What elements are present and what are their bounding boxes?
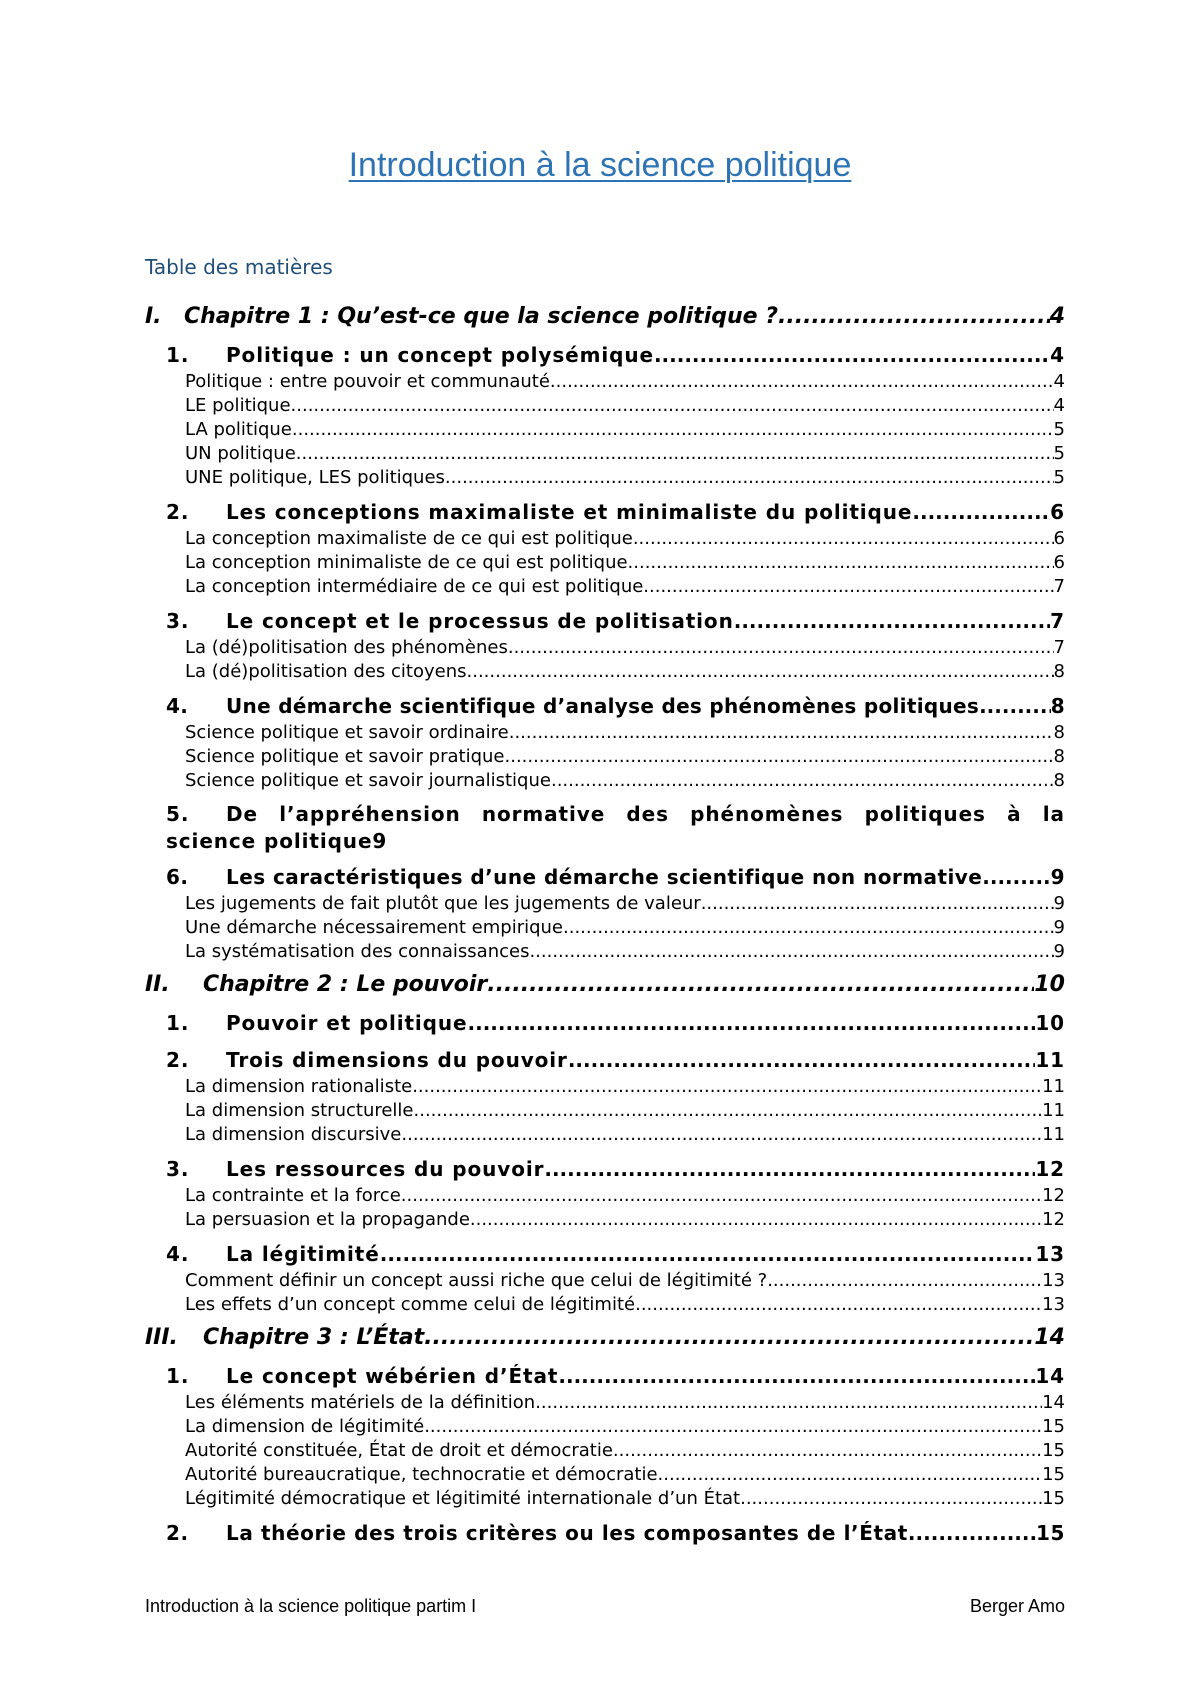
toc-subsection[interactable] [145, 916, 1065, 940]
dot-leader [628, 551, 1054, 575]
toc-subsection[interactable] [145, 466, 1065, 490]
dot-leader [613, 1439, 1042, 1463]
toc-page: 9 [372, 829, 388, 853]
dot-leader [401, 1123, 1042, 1147]
page-title: Introduction à la science politique [348, 146, 852, 184]
toc-section-1-2[interactable] [145, 498, 1065, 527]
toc-label: Science politique et savoir ordinaire [185, 722, 509, 743]
toc-number: 6. [166, 865, 189, 889]
toc-section-1-6[interactable] [145, 863, 1065, 892]
toc-page: 8 [1050, 694, 1065, 718]
toc-number: 3. [166, 1157, 190, 1181]
toc-page: 11 [1042, 1100, 1065, 1121]
toc-label: La (dé)politisation des phénomènes [185, 637, 508, 658]
dot-leader [767, 1269, 1042, 1293]
toc-page: 8 [1053, 770, 1065, 791]
toc-subsection[interactable] [145, 1415, 1065, 1439]
toc-label: UNE politique, LES politiques [185, 467, 445, 488]
toc-label: La dimension rationaliste [185, 1076, 413, 1097]
toc-word: phénomènes [690, 802, 844, 826]
toc-page: 8 [1053, 746, 1065, 767]
toc-subsection[interactable] [145, 575, 1065, 599]
toc-page: 7 [1050, 609, 1065, 633]
toc-page: 6 [1053, 528, 1065, 549]
footer-author: Berger Amo [969, 1596, 1065, 1616]
dot-leader [470, 1208, 1042, 1232]
toc-page: 14 [1035, 1364, 1065, 1388]
toc-page: 15 [1042, 1440, 1065, 1461]
toc-page: 13 [1042, 1294, 1065, 1315]
dot-leader [424, 1321, 1034, 1354]
toc-label: La légitimité [226, 1242, 380, 1266]
toc-label: Les jugements de fait plutôt que les jugements de valeur [185, 893, 701, 914]
page-footer [145, 1596, 1065, 1617]
dot-leader [487, 968, 1034, 1001]
toc-page: 5 [1053, 419, 1065, 440]
toc-label: Le concept wébérien d’État [226, 1364, 559, 1388]
toc-page: 13 [1035, 1242, 1065, 1266]
dot-leader [778, 300, 1050, 333]
toc-subsection[interactable] [145, 1463, 1065, 1487]
dot-leader [550, 370, 1054, 394]
toc-page: 11 [1035, 1048, 1065, 1072]
toc-page: 14 [1042, 1392, 1065, 1413]
toc-label: La contrainte et la force [185, 1185, 401, 1206]
toc-label: Pouvoir et politique [226, 1011, 468, 1035]
toc-label: La théorie des trois critères ou les composantes de l’État [226, 1521, 908, 1545]
dot-leader [635, 1293, 1042, 1317]
toc-subsection[interactable] [145, 1208, 1065, 1232]
toc-label: La conception minimaliste de ce qui est politique [185, 552, 628, 573]
dot-leader [701, 892, 1054, 916]
toc-page: 12 [1042, 1185, 1065, 1206]
toc-number: 5. [166, 802, 190, 826]
toc-number: 2. [166, 1048, 190, 1072]
dot-leader [654, 341, 1050, 370]
toc-page: 11 [1042, 1124, 1065, 1145]
dot-leader [529, 940, 1053, 964]
toc-subsection[interactable] [145, 370, 1065, 394]
toc-page: 4 [1050, 343, 1065, 367]
toc-label: Politique : un concept polysémique [226, 343, 654, 367]
toc-page: 9 [1053, 893, 1065, 914]
dot-leader [551, 769, 1054, 793]
toc-section-1-5[interactable] [145, 801, 1065, 855]
dot-leader [508, 636, 1054, 660]
dot-leader [535, 1391, 1042, 1415]
toc-page: 11 [1042, 1076, 1065, 1097]
toc-page: 7 [1053, 637, 1065, 658]
toc-label: Science politique et savoir pratique [185, 746, 505, 767]
toc-page: 15 [1042, 1416, 1065, 1437]
toc-subsection[interactable] [145, 1293, 1065, 1317]
toc-chapter-2[interactable] [145, 968, 1065, 1001]
toc-subsection[interactable] [145, 745, 1065, 769]
toc-chapter-3[interactable] [145, 1321, 1065, 1354]
toc-number: I. [145, 304, 162, 329]
toc-subsection[interactable] [145, 892, 1065, 916]
toc-subsection[interactable] [145, 1439, 1065, 1463]
toc-subsection[interactable] [145, 660, 1065, 684]
dot-leader [643, 575, 1053, 599]
toc-subsection[interactable] [145, 1075, 1065, 1099]
toc-label: Chapitre 2 : Le pouvoir [203, 972, 488, 997]
dot-leader [468, 1009, 1036, 1038]
dot-leader [412, 1075, 1042, 1099]
toc-section-2-4[interactable] [145, 1240, 1065, 1269]
toc-subsection[interactable] [145, 769, 1065, 793]
dot-leader [563, 916, 1054, 940]
toc-section-2-3[interactable] [145, 1155, 1065, 1184]
dot-leader [296, 442, 1054, 466]
toc-word: à [1007, 802, 1022, 826]
dot-leader [740, 1487, 1042, 1511]
dot-leader [291, 394, 1054, 418]
toc-page: 8 [1053, 722, 1065, 743]
dot-leader [509, 721, 1054, 745]
toc-section-2-1[interactable] [145, 1009, 1065, 1038]
toc-label: Comment définir un concept aussi riche que celui de légitimité ? [185, 1270, 768, 1291]
toc-page: 7 [1053, 576, 1065, 597]
toc-chapter-1[interactable] [145, 300, 1065, 333]
dot-leader [380, 1240, 1036, 1269]
toc-word: De [226, 802, 258, 826]
dot-leader [401, 1184, 1042, 1208]
toc-label: Les ressources du pouvoir [226, 1157, 545, 1181]
toc-number: 4. [166, 694, 189, 718]
dot-leader [292, 418, 1054, 442]
toc-page: 4 [1053, 371, 1065, 392]
toc-page: 12 [1042, 1209, 1065, 1230]
toc-number: 1. [166, 1011, 190, 1035]
toc-subsection[interactable] [145, 1269, 1065, 1293]
toc-number: III. [145, 1325, 178, 1350]
toc-page: 4 [1053, 395, 1065, 416]
dot-leader [445, 466, 1054, 490]
toc-number: 3. [166, 609, 190, 633]
toc-page: 6 [1050, 500, 1065, 524]
toc-number: 1. [166, 343, 190, 367]
toc-page: 5 [1053, 443, 1065, 464]
table-of-contents [145, 296, 1065, 1548]
dot-leader [544, 1155, 1035, 1184]
dot-leader [633, 527, 1054, 551]
toc-label: Chapitre 3 : L’État [203, 1325, 425, 1350]
dot-leader [505, 745, 1054, 769]
toc-section-2-2[interactable] [145, 1046, 1065, 1075]
toc-page: 15 [1042, 1464, 1065, 1485]
toc-word: l’appréhension [279, 802, 461, 826]
toc-heading: Table des matières [145, 255, 333, 279]
toc-page: 8 [1053, 661, 1065, 682]
toc-section-3-2[interactable] [145, 1519, 1065, 1548]
toc-label: Trois dimensions du pouvoir [226, 1048, 568, 1072]
toc-word: normative [481, 802, 606, 826]
footer-document-title: Introduction à la science politique partim I [145, 1596, 477, 1616]
dot-leader [558, 1362, 1035, 1391]
toc-label: La dimension de légitimité [185, 1416, 425, 1437]
toc-label: La conception intermédiaire de ce qui est politique [185, 576, 644, 597]
dot-leader [908, 1519, 1036, 1548]
toc-subsection[interactable] [145, 940, 1065, 964]
toc-number: 4. [166, 1242, 190, 1266]
toc-label: Politique : entre pouvoir et communauté [185, 371, 550, 392]
dot-leader [734, 607, 1050, 636]
toc-number: II. [145, 972, 170, 997]
toc-label: Le concept et le processus de politisation [226, 609, 734, 633]
toc-subsection[interactable] [145, 636, 1065, 660]
toc-label: UN politique [185, 443, 296, 464]
toc-label: Une démarche scientifique d’analyse des phénomènes politiques [226, 694, 980, 718]
toc-page: 9 [1053, 917, 1065, 938]
toc-page: 5 [1053, 467, 1065, 488]
toc-page: 4 [1049, 304, 1065, 329]
toc-section-1-4[interactable] [145, 692, 1065, 721]
dot-leader [424, 1415, 1042, 1439]
toc-subsection[interactable] [145, 1487, 1065, 1511]
toc-word: la [1042, 802, 1065, 826]
toc-label-line-2 [166, 828, 1065, 855]
toc-label: La dimension discursive [185, 1124, 402, 1145]
toc-label: Autorité bureaucratique, technocratie et démocratie [185, 1464, 658, 1485]
toc-label: science politique [166, 829, 373, 853]
toc-section-3-1[interactable] [145, 1362, 1065, 1391]
dot-leader [982, 863, 1050, 892]
dot-leader [568, 1046, 1036, 1075]
toc-label: Les caractéristiques d’une démarche scientifique non normative [226, 865, 983, 889]
toc-page: 9 [1053, 941, 1065, 962]
toc-subsection[interactable] [145, 418, 1065, 442]
toc-label: Les effets d’un concept comme celui de légitimité [185, 1294, 636, 1315]
dot-leader [979, 692, 1051, 721]
toc-subsection[interactable] [145, 527, 1065, 551]
toc-label: Autorité constituée, État de droit et démocratie [185, 1440, 613, 1461]
toc-page: 14 [1034, 1325, 1065, 1350]
toc-label: Chapitre 1 : Qu’est-ce que la science politique ? [184, 304, 778, 329]
toc-page: 15 [1042, 1488, 1065, 1509]
toc-subsection[interactable] [145, 551, 1065, 575]
toc-label: La dimension structurelle [185, 1100, 414, 1121]
dot-leader [912, 498, 1050, 527]
toc-label: LE politique [185, 395, 291, 416]
toc-subsection[interactable] [145, 1099, 1065, 1123]
toc-section-1-3[interactable] [145, 607, 1065, 636]
dot-leader [414, 1099, 1043, 1123]
toc-label: La systématisation des connaissances [185, 941, 530, 962]
toc-number: 1. [166, 1364, 190, 1388]
toc-subsection[interactable] [145, 721, 1065, 745]
toc-subsection[interactable] [145, 394, 1065, 418]
toc-label-line-1 [166, 801, 1065, 828]
toc-page: 15 [1035, 1521, 1065, 1545]
toc-subsection[interactable] [145, 442, 1065, 466]
toc-label: Les éléments matériels de la définition [185, 1392, 536, 1413]
toc-page: 10 [1035, 1011, 1065, 1035]
dot-leader [658, 1463, 1043, 1487]
toc-page: 12 [1035, 1157, 1065, 1181]
toc-subsection[interactable] [145, 1123, 1065, 1147]
toc-number: 2. [166, 500, 190, 524]
toc-subsection[interactable] [145, 1391, 1065, 1415]
toc-label: La conception maximaliste de ce qui est politique [185, 528, 633, 549]
toc-page: 6 [1053, 552, 1065, 573]
toc-page: 13 [1042, 1270, 1065, 1291]
toc-word: politiques [864, 802, 986, 826]
toc-label: Une démarche nécessairement empirique [185, 917, 564, 938]
toc-label: La persuasion et la propagande [185, 1209, 470, 1230]
toc-subsection[interactable] [145, 1184, 1065, 1208]
toc-label: Science politique et savoir journalistique [185, 770, 551, 791]
dot-leader [467, 660, 1054, 684]
toc-word: des [626, 802, 669, 826]
toc-label: Les conceptions maximaliste et minimaliste du politique [226, 500, 913, 524]
toc-page: 10 [1034, 972, 1065, 997]
toc-page: 9 [1050, 865, 1065, 889]
toc-label: Légitimité démocratique et légitimité internationale d’un État [185, 1488, 741, 1509]
toc-number: 2. [166, 1521, 189, 1545]
toc-label: La (dé)politisation des citoyens [185, 661, 467, 682]
toc-section-1-1[interactable] [145, 341, 1065, 370]
toc-label: LA politique [185, 419, 292, 440]
